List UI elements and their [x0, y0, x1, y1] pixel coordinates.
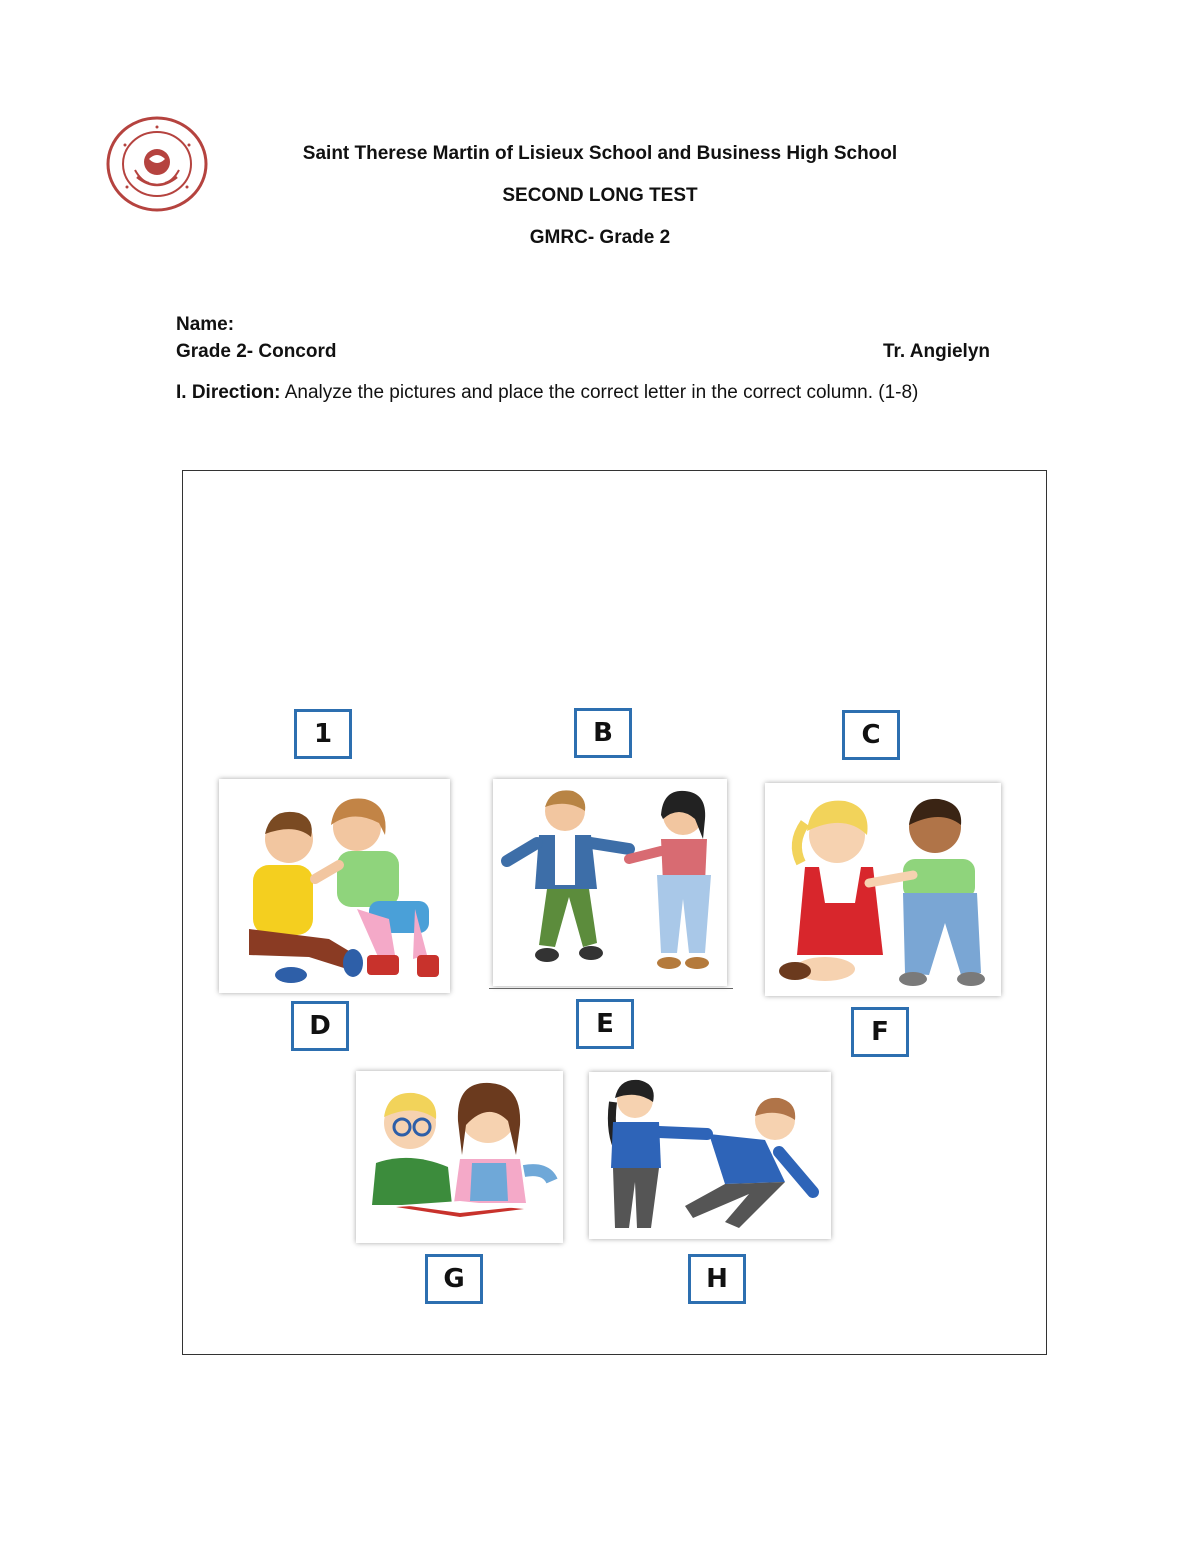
label-box-f[interactable]: F — [851, 1007, 909, 1057]
test-title: SECOND LONG TEST — [502, 185, 698, 206]
label-box-h[interactable]: H — [688, 1254, 746, 1304]
label-box-g[interactable]: G — [425, 1254, 483, 1304]
picture-pushing — [493, 779, 727, 986]
divider-line — [489, 988, 733, 989]
label-box-c[interactable]: C — [842, 710, 900, 760]
label-box-b[interactable]: B — [574, 708, 632, 758]
direction-text — [176, 382, 918, 404]
picture-reading — [356, 1071, 563, 1243]
section-label: Grade 2- Concord — [176, 341, 337, 362]
teacher-label: Tr. Angielyn — [883, 341, 990, 362]
subject-title: GMRC- Grade 2 — [529, 227, 671, 248]
label-box-d[interactable]: D — [291, 1001, 349, 1051]
picture-comforting — [765, 783, 1001, 996]
picture-pushing-back — [589, 1072, 831, 1239]
picture-hurt-knee — [219, 779, 450, 993]
school-name: Saint Therese Martin of Lisieux School and Business High School — [302, 143, 898, 164]
label-box-1[interactable]: 1 — [294, 709, 352, 759]
name-label: Name: — [176, 314, 235, 335]
label-box-e[interactable]: E — [576, 999, 634, 1049]
direction-instructions: Analyze the pictures and place the correct letter in the correct column. (1-8) — [280, 382, 919, 403]
direction-label: I. Direction: — [176, 382, 281, 403]
